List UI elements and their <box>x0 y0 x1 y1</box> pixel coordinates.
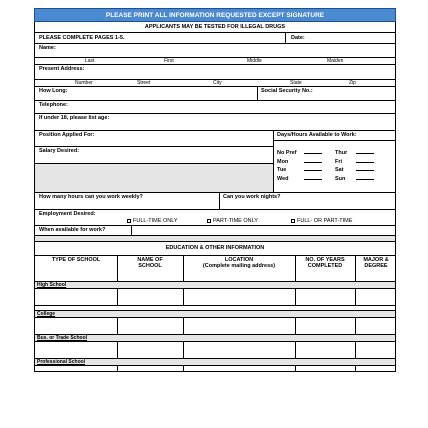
education-row-professional[interactable] <box>34 366 396 372</box>
education-column-headers <box>34 256 396 282</box>
salary-label: Salary Desired: <box>39 148 80 154</box>
option-full-or-part-time[interactable]: FULL- OR PART-TIME <box>291 218 352 224</box>
present-address-label: Present Address: <box>39 66 85 72</box>
pages-date-row <box>34 33 396 44</box>
col-name-of-school: NAME OF SCHOOL <box>137 257 163 269</box>
employment-desired-row <box>34 210 396 226</box>
name-label: Name: <box>39 45 56 51</box>
day-mon[interactable]: Mon <box>277 158 323 167</box>
checkbox-icon <box>127 219 131 223</box>
address-number-label: Number <box>75 80 93 86</box>
day-sat[interactable]: Sat <box>335 166 375 175</box>
education-section-header: EDUCATION & OTHER INFORMATION <box>34 242 396 256</box>
position-label: Position Applied For: <box>39 132 95 138</box>
name-row[interactable] <box>34 44 396 65</box>
nights-label: Can you work nights? <box>223 194 281 200</box>
telephone-label: Telephone: <box>39 102 68 108</box>
education-row-trade-school[interactable] <box>34 342 396 359</box>
col-type-of-school: TYPE OF SCHOOL <box>51 257 101 263</box>
days-hours-label: Days/Hours Available to Work: <box>277 132 357 138</box>
ssn-field[interactable] <box>325 87 395 100</box>
days-left-column <box>277 149 323 183</box>
position-field[interactable] <box>35 131 273 146</box>
option-part-time[interactable]: PART-TIME ONLY <box>207 218 258 224</box>
date-field[interactable] <box>315 33 395 43</box>
under-18-row[interactable] <box>34 114 396 131</box>
when-available-label: When available for work? <box>39 227 106 233</box>
school-type-college: College <box>34 311 396 318</box>
day-sun[interactable]: Sun <box>335 175 375 184</box>
education-row-college[interactable] <box>34 318 396 335</box>
complete-pages-text: PLEASE COMPLETE PAGES 1-5. <box>39 35 125 41</box>
address-zip-label: Zip <box>349 80 356 86</box>
how-long-row <box>34 87 396 101</box>
how-long-field[interactable] <box>75 87 255 100</box>
day-fri[interactable]: Fri <box>335 158 375 167</box>
address-city-label: City <box>213 80 222 86</box>
name-middle-label: Middle <box>247 58 262 64</box>
col-location-note: (Complete mailing address) <box>202 263 276 269</box>
school-type-high-school: High School <box>34 282 396 289</box>
under-18-label: If under 18, please list age: <box>39 115 110 121</box>
name-first-label: First <box>164 58 174 64</box>
present-address-row[interactable] <box>34 65 396 87</box>
how-long-label: How Long: <box>39 88 68 94</box>
instructions-banner: PLEASE PRINT ALL INFORMATION REQUESTED EXCEPT SIGNATURE <box>34 8 396 22</box>
ssn-label: Social Security No.: <box>261 88 313 94</box>
name-last-label: Last <box>85 58 95 64</box>
nights-field[interactable] <box>221 193 395 209</box>
school-type-professional-school: Professional School <box>34 359 396 366</box>
checkbox-icon <box>207 219 211 223</box>
application-form <box>34 8 396 372</box>
when-available-row <box>34 226 396 236</box>
hours-nights-row <box>34 193 396 210</box>
drug-test-notice: APPLICANTS MAY BE TESTED FOR ILLEGAL DRUGS <box>34 22 396 33</box>
hours-weekly-field[interactable] <box>35 193 219 209</box>
school-type-trade-school: Bus. or Trade School <box>34 335 396 342</box>
salary-field[interactable] <box>35 147 273 162</box>
col-major-degree: MAJOR & DEGREE <box>363 257 389 269</box>
option-full-time[interactable]: FULL-TIME ONLY <box>127 218 178 224</box>
col-location: LOCATION <box>224 257 254 263</box>
day-tue[interactable]: Tue <box>277 166 323 175</box>
days-right-column <box>335 149 375 183</box>
address-street-label: Street <box>137 80 151 86</box>
checkbox-icon <box>291 219 295 223</box>
employment-desired-label: Employment Desired: <box>39 211 96 217</box>
position-availability-block <box>34 131 396 193</box>
day-wed[interactable]: Wed <box>277 175 323 184</box>
when-available-field[interactable] <box>132 226 395 235</box>
hours-weekly-label: How many hours can you work weekly? <box>39 194 143 200</box>
day-no-pref[interactable]: No Pref <box>277 149 323 158</box>
col-years-completed: NO. OF YEARS COMPLETED <box>305 257 345 269</box>
name-maiden-label: Maiden <box>327 58 344 64</box>
address-state-label: State <box>290 80 302 86</box>
telephone-row[interactable] <box>34 101 396 114</box>
day-thur[interactable]: Thur <box>335 149 375 158</box>
education-row-high-school[interactable] <box>34 289 396 306</box>
salary-shaded-area <box>35 163 273 192</box>
date-label: Date: <box>291 35 305 41</box>
